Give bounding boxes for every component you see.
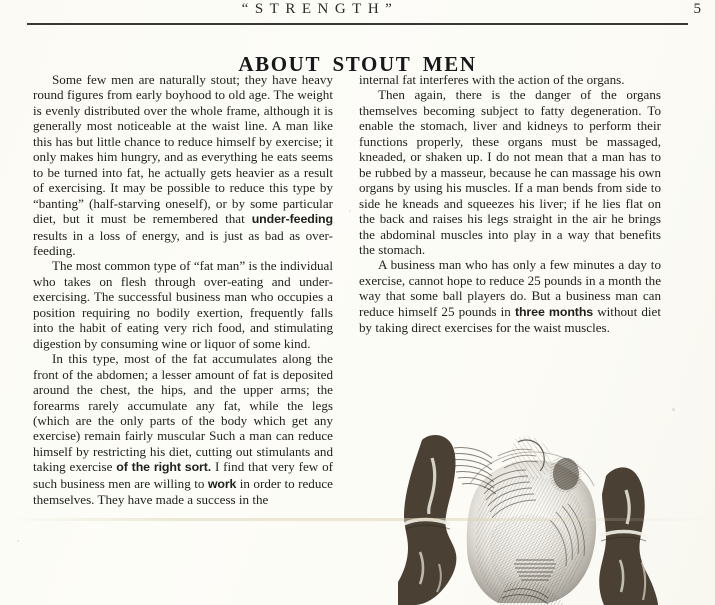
right-arm-shape: [599, 467, 658, 605]
emphasis-text: three months: [514, 304, 594, 319]
paragraph-text: I find that very few of such business men are willing to: [33, 459, 334, 491]
paragraph-text: Some few men are naturally stout; they have heavy round figures from early boyhood to old age. The weight is evenly distributed over the whole frame, although it is generally most noticeable at the waist line. A man like this has but little chance to reduce himself by exercise; it only makes him hungry, and as everything he eats seems to be turned into fat, he actually gets heavier as a result of exercising. It may be possible to reduce this type by “banting” (half-starving oneself), or by some particular diet, but it must be remembered that: [33, 72, 333, 227]
column-left: [33, 72, 333, 508]
paragraph-text: in order to reduce themselves. They have made a success in the: [33, 475, 333, 508]
journal-title: “STRENGTH”: [241, 1, 399, 17]
emphasis-text: under-feeding: [251, 212, 333, 227]
emphasis-text: of the right sort.: [116, 460, 212, 475]
paragraph-continuation: internal fat interferes with the action of the organs.: [359, 72, 625, 87]
page-number: 5: [693, 1, 701, 17]
paragraph: [359, 257, 661, 335]
paper-fleck: [349, 210, 351, 212]
paragraph: [33, 72, 333, 258]
paragraph: [33, 351, 333, 508]
running-head: [0, 0, 715, 24]
engraving-svg: [398, 432, 698, 605]
emphasis-text: work: [207, 476, 237, 491]
column-right: [359, 72, 661, 336]
paper-fleck: [672, 408, 675, 411]
paragraph: The most common type of “fat man” is the individual who takes on flesh through over-eating and under-exercising. The successful business man who occupies a position requiring no bodily exertion, frequently falls into the habit of eating very rich food, and stimulating digestion by consuming wine or liquor of some kind.: [33, 258, 333, 351]
article-title: ABOUT STOUT MEN: [238, 52, 477, 77]
paragraph: Then again, there is the danger of the organs themselves becoming subject to fatty degeneration. To enable the stomach, liver and kidneys to perform their functions properly, these organs must be massaged, kneaded, or shaken up. I do not mean that a man has to be rubbed by a masseur, because he can massage his own organs by using his muscles. If a man bends from side to side he kneads and squeezes his liver; if he lies flat on the back and raises his legs straight in the air he brings the abdominal muscles into play in a way that benefits the stomach.: [359, 87, 661, 257]
paragraph-text-tail: results in a loss of energy, and is just as bad as over-feeding.: [33, 227, 333, 258]
header-divider-rule: [27, 23, 688, 25]
paragraph-text: A business man who has only a few minutes a day to exercise, cannot hope to reduce 25 pounds in a month the way that some ball players do. But a business man can reduce himself 25 pounds in: [359, 257, 661, 319]
paragraph-text: In this type, most of the fat accumulates along the front of the abdomen; a lesser amount of fat is deposited around the chest, the hips, and the upper arms; the forearms rarely accumulate any fat, while the legs (which are the only parts of the body which get any exercise) remain fairly muscular Such a man can reduce himself by restricting his diet, cutting out stimulants and taking exercise: [33, 351, 333, 475]
paper-fleck: [17, 540, 19, 542]
paragraph-text: without diet by taking direct exercises for the waist muscles.: [359, 303, 661, 336]
torso-engraving-illustration: [398, 432, 698, 605]
